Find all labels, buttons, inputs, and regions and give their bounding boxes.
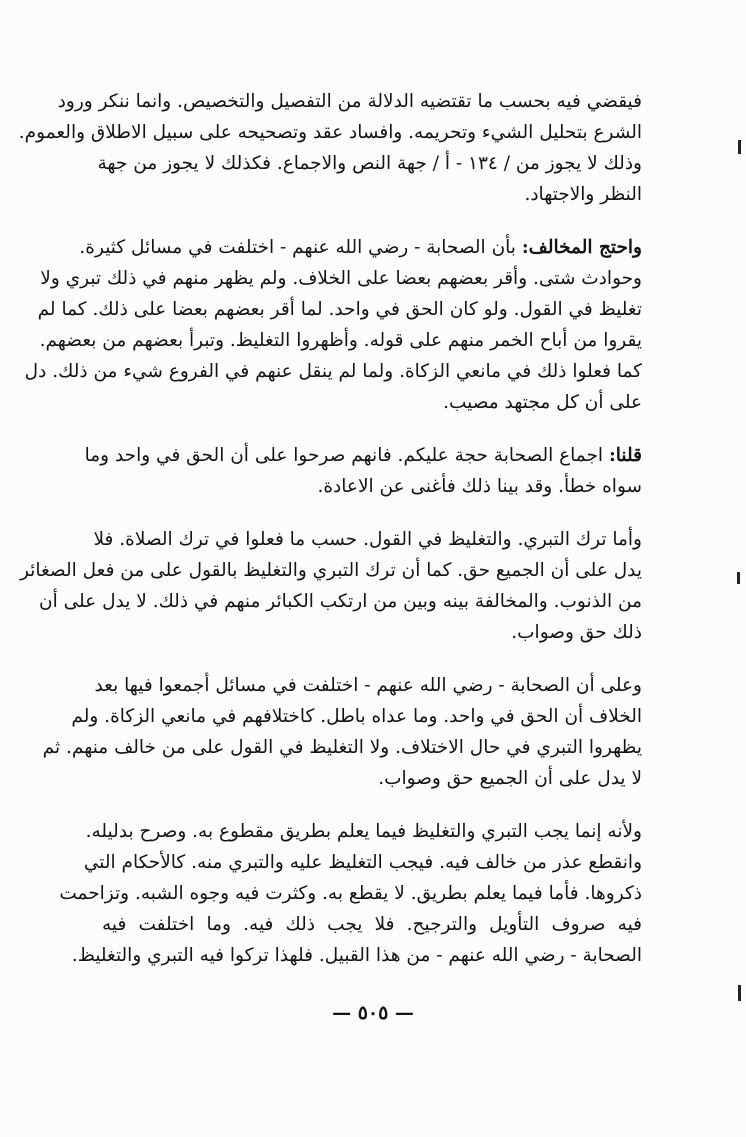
text-line: ذلك حق وصواب. (511, 622, 642, 643)
text-line: فيقضي فيه بحسب ما تقتضيه الدلالة من التفصيل والتخصيص. وانما ننكر ورود (57, 91, 642, 112)
text-line: يقروا من أباح الخمر منهم على قوله. وأظهروا التغليظ. وتبرأ بعضهم من بعضهم. (39, 330, 642, 351)
text-line: وحوادث شتى. وأقر بعضهم بعضا على الخلاف. ولم يظهر منهم في ذلك تبري ولا (40, 268, 642, 289)
text-line: على أن كل مجتهد مصيب. (443, 392, 642, 413)
text-line: الصحابة - رضي الله عنهم - من هذا القبيل. فلهذا تركوا فيه التبري والتغليظ. (71, 945, 642, 966)
text-line: كما فعلوا ذلك في مانعي الزكاة. ولما لم ينقل عنهم في الفروع شيء من ذلك. دل (24, 361, 642, 382)
text-line: وعلى أن الصحابة - رضي الله عنهم - اختلفت في مسائل أجمعوا فيها بعد (94, 675, 642, 696)
text-line: يدل على أن الجميع حق. كما أن ترك التبري والتغليظ بالقول على من فعل الصغائر (20, 560, 642, 581)
text-line-body: بأن الصحابة - رضي الله عنهم - اختلفت في مسائل كثيرة. (79, 237, 516, 258)
text-line: تغليظ في القول. ولو كان الحق في واحد. لما أقر بعضهم بعضا على ذلك. كما لم (37, 299, 642, 320)
text-line: الخلاف أن الحق في واحد. وما عداه باطل. كاختلافهم في مانعي الزكاة. ولم (71, 706, 642, 727)
paragraph-4 (20, 524, 642, 648)
text-line: النظر والاجتهاد. (524, 184, 642, 205)
text-line: سواه خطأ. وقد بينا ذلك فأغنى عن الاعادة. (317, 476, 642, 497)
paragraph-lead: واحتج المخالف: (521, 237, 642, 258)
text-line: وذلك لا يجوز من / ١٣٤ - أ / جهة النص والاجماع. فكذلك لا يجوز من جهة (97, 153, 642, 174)
text-line: من الذنوب. والمخالفة بينه وبين من ارتكب الكبائر منهم في ذلك. لا يدل على أن (39, 591, 642, 612)
text-line (84, 440, 642, 471)
text-line-body: اجماع الصحابة حجة عليكم. فانهم صرحوا على أن الحق في واحد وما (84, 445, 604, 466)
text-line: وانقطع عذر من خالف فيه. فيجب التغليظ عليه والتبري منه. كالأحكام التي (83, 852, 642, 873)
scan-edge-mark (738, 140, 741, 154)
page-body (18, 86, 642, 971)
text-line: الشرع بتحليل الشيء وتحريمه. وافساد عقد وتصحيحه على سبيل الاطلاق والعموم. (18, 122, 642, 143)
text-line: ذكروها. فأما فيما يعلم بطريق. لا يقطع به. وكثرت فيه وجوه الشبه. وتزاحمت (59, 883, 642, 904)
scan-edge-mark (738, 985, 741, 1001)
paragraph-3 (84, 440, 642, 502)
text-line: لا يدل على أن الجميع حق وصواب. (378, 768, 642, 789)
text-line: ولأنه إنما يجب التبري والتغليظ فيما يعلم بطريق مقطوع به. وصرح بدليله. (85, 821, 642, 842)
scan-edge-mark (737, 572, 740, 584)
paragraph-lead: قلنا: (608, 445, 642, 466)
page-number: — ٥٠٥ — (332, 1002, 414, 1024)
paragraph-1 (18, 86, 642, 210)
text-line (79, 232, 642, 263)
paragraph-2 (24, 232, 642, 418)
text-line: وأما ترك التبري. والتغليظ في القول. حسب ما فعلوا في ترك الصلاة. فلا (93, 529, 642, 550)
text-line: يظهروا التبري في حال الاختلاف. ولا التغليظ في القول على من خالف منهم. ثم (42, 737, 642, 758)
text-line: فيه صروف التأويل والترجيح. فلا يجب ذلك فيه. وما اختلفت فيه (102, 914, 642, 935)
paragraph-6 (59, 816, 642, 971)
paragraph-5 (42, 670, 642, 794)
